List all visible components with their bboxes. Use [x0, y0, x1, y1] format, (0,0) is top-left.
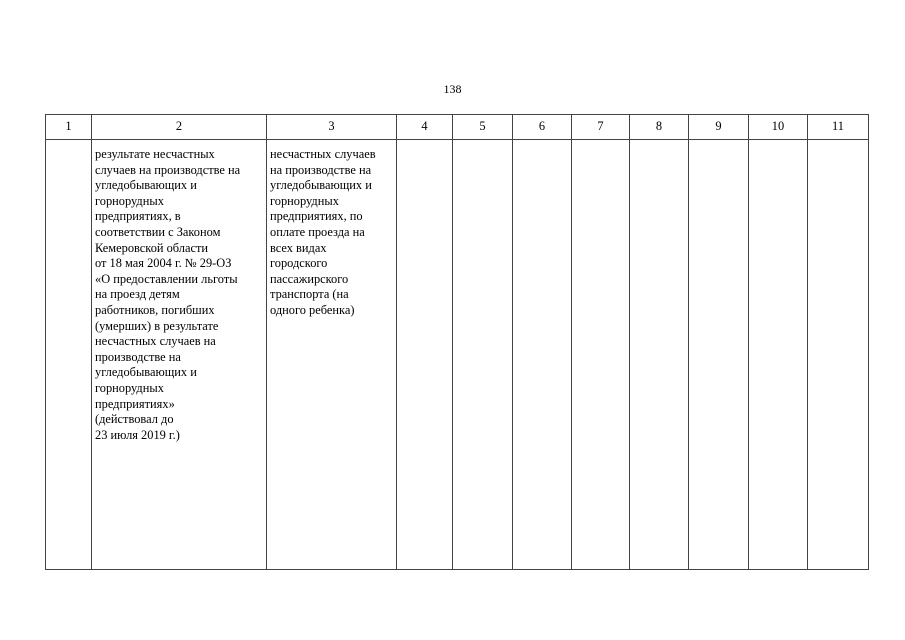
cell-text-1: [46, 140, 91, 147]
data-table: [45, 114, 869, 570]
column-header-1: 1: [46, 115, 92, 140]
table-cell-9: [689, 140, 749, 570]
column-header-8: 8: [630, 115, 689, 140]
table-cell-11: [808, 140, 869, 570]
table-row: [46, 140, 869, 570]
cell-text-5: [453, 140, 512, 147]
table-cell-3: [267, 140, 397, 570]
table-cell-5: [453, 140, 513, 570]
table-cell-8: [630, 140, 689, 570]
column-header-6: 6: [513, 115, 572, 140]
table-cell-2: [92, 140, 267, 570]
column-header-4: 4: [397, 115, 453, 140]
column-header-7: 7: [572, 115, 630, 140]
table-cell-4: [397, 140, 453, 570]
column-header-2: 2: [92, 115, 267, 140]
cell-text-9: [689, 140, 748, 147]
column-header-3: 3: [267, 115, 397, 140]
cell-text-2: результате несчастных случаев на производстве на угледобывающих и горнорудных предприятиях, в соответствии с Законом Кемеровской области от 18 мая 2004 г. № 29-ОЗ «О предоставлении льготы на проезд детям работников, погибших (умерших) в результате несчастных случаев на производстве на угледобывающих и горнорудных предприятиях» (действовал до 23 июля 2019 г.): [95, 147, 241, 442]
column-header-10: 10: [749, 115, 808, 140]
page-number: 138: [443, 82, 462, 96]
table-header-row: [46, 115, 869, 140]
cell-text-11: [808, 140, 868, 147]
table-cell-7: [572, 140, 630, 570]
column-header-11: 11: [808, 115, 869, 140]
cell-text-7: [572, 140, 629, 147]
column-header-9: 9: [689, 115, 749, 140]
cell-text-10: [749, 140, 807, 147]
column-header-5: 5: [453, 115, 513, 140]
table-cell-1: [46, 140, 92, 570]
table-cell-6: [513, 140, 572, 570]
cell-text-4: [397, 140, 452, 147]
cell-text-8: [630, 140, 688, 147]
cell-text-3: несчастных случаев на производстве на угледобывающих и горнорудных предприятиях, по оплате проезда на всех видах городского пассажирского транспорта (на одного ребенка): [270, 147, 376, 317]
table-cell-10: [749, 140, 808, 570]
cell-text-6: [513, 140, 571, 147]
